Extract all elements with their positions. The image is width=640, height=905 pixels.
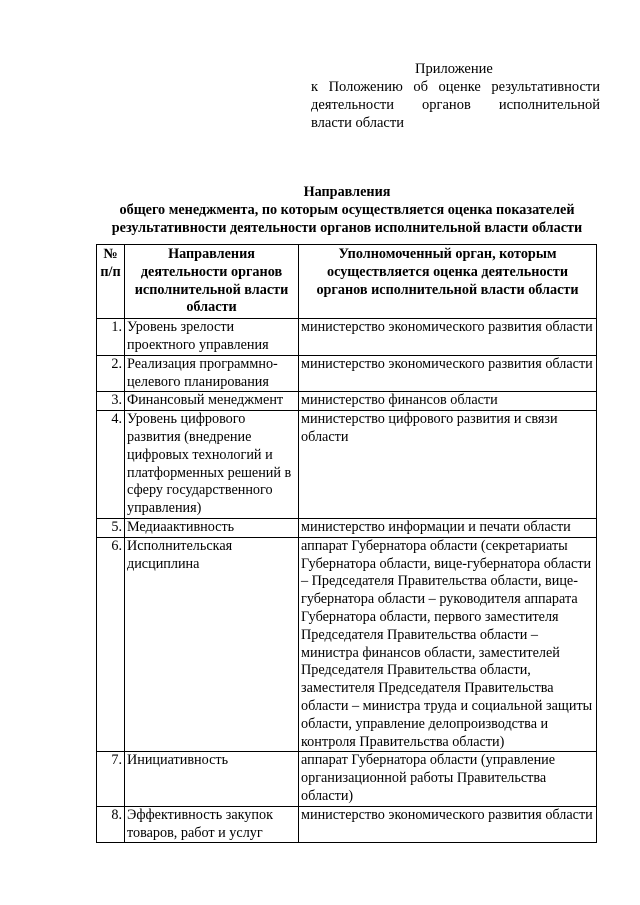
table-row xyxy=(97,752,597,806)
row-authority: министерство экономического развития области xyxy=(299,355,597,392)
heading-line-3: результативности деятельности органов исполнительной власти области xyxy=(111,220,583,236)
table-header-row xyxy=(97,245,597,319)
row-number: 8. xyxy=(97,806,125,843)
header-authority: Уполномоченный орган, которым осуществляется оценка деятельности органов исполнительной власти области xyxy=(299,245,597,319)
table-row xyxy=(97,518,597,537)
row-authority: аппарат Губернатора области (управление организационной работы Правительства области) xyxy=(299,752,597,806)
table-row xyxy=(97,355,597,392)
table-row xyxy=(97,319,597,356)
row-number: 1. xyxy=(97,319,125,356)
table-row xyxy=(97,537,597,752)
row-direction: Реализация программно-целевого планирования xyxy=(125,355,299,392)
row-number: 5. xyxy=(97,518,125,537)
row-direction: Уровень зрелости проектного управления xyxy=(125,319,299,356)
row-direction: Уровень цифрового развития (внедрение цифровых технологий и платформенных решений в сферу государственного управления) xyxy=(125,411,299,519)
row-direction: Эффективность закупок товаров, работ и услуг xyxy=(125,806,299,843)
row-authority: министерство экономического развития области xyxy=(299,806,597,843)
row-authority: министерство информации и печати области xyxy=(299,518,597,537)
row-authority: министерство цифрового развития и связи области xyxy=(299,411,597,519)
row-direction: Финансовый менеджмент xyxy=(125,392,299,411)
appendix-line-3: власти области xyxy=(311,115,404,131)
row-number: 6. xyxy=(97,537,125,752)
row-number: 7. xyxy=(97,752,125,806)
row-authority: министерство финансов области xyxy=(299,392,597,411)
row-direction: Медиаактивность xyxy=(125,518,299,537)
appendix-block xyxy=(311,60,600,132)
row-authority: аппарат Губернатора области (секретариаты Губернатора области, вице-губернатора области – Председателя Правительства области, вице-губернатора области – руководителя аппарата Губернатора области, первого заместителя Председателя Правительства области – министра финансов области, заместителей Председателя Правительства области, заместителя Председателя Правительства области – министра труда и социальной защиты области, управление делопроизводства и контроля Правительства области) xyxy=(299,537,597,752)
row-number: 3. xyxy=(97,392,125,411)
row-direction: Инициативность xyxy=(125,752,299,806)
heading-title: Направления xyxy=(303,184,391,200)
table-row xyxy=(97,392,597,411)
appendix-line-2: деятельности органов исполнительной xyxy=(311,97,600,113)
appendix-line-1: к Положению об оценке результативности xyxy=(311,79,600,95)
row-direction: Исполнительская дисциплина xyxy=(125,537,299,752)
document-heading xyxy=(86,183,608,237)
table-row xyxy=(97,411,597,519)
table-row xyxy=(97,806,597,843)
row-authority: министерство экономического развития области xyxy=(299,319,597,356)
appendix-title: Приложение xyxy=(415,61,493,77)
header-num: № п/п xyxy=(97,245,125,319)
directions-table xyxy=(96,244,597,843)
row-number: 2. xyxy=(97,355,125,392)
header-direction: Направления деятельности органов исполнительной власти области xyxy=(125,245,299,319)
row-number: 4. xyxy=(97,411,125,519)
heading-line-2: общего менеджмента, по которым осуществляется оценка показателей xyxy=(119,202,575,218)
